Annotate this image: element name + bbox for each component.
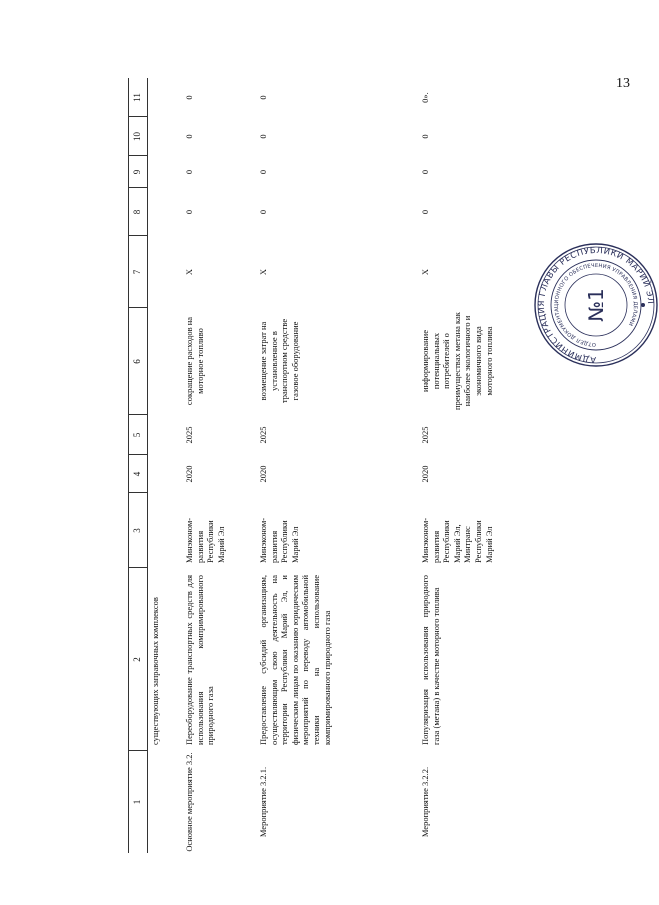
row-end-year: 2025	[420, 426, 430, 444]
row-col7: X	[420, 268, 430, 276]
row-start-year: 2020	[184, 465, 194, 483]
column-number-1: 1	[132, 799, 142, 805]
row-executor: Минэконом-развития Республики Марий Эл, Минтранс Республики Марий Эл	[420, 517, 494, 563]
row-description: Переоборудование транспортных средств для использования компримированного природного газа	[184, 575, 216, 745]
column-number-4: 4	[132, 471, 142, 477]
row-start-year: 2020	[420, 465, 430, 483]
row-col10: 0	[420, 134, 430, 139]
row-col11: 0	[184, 95, 194, 100]
row-executor: Минэконом-развития Республики Марий Эл	[258, 517, 300, 563]
page-number: 13	[616, 76, 630, 91]
column-number-2: 2	[132, 657, 142, 662]
official-seal	[533, 242, 659, 368]
row-col8: 0	[184, 209, 194, 215]
row-col7: X	[258, 268, 268, 276]
row-col9: 0	[420, 169, 430, 175]
column-number-5: 5	[132, 432, 142, 438]
column-number-9: 9	[132, 169, 142, 175]
column-number-3: 3	[132, 528, 142, 533]
continuation-text: существующих заправочных комплексов	[150, 597, 160, 745]
column-number-7: 7	[132, 269, 142, 275]
row-col8: 0	[258, 209, 268, 215]
svg-text:ОТДЕЛ ДОКУМЕНТАЦИОННОГО ОБЕСПЕ: ОТДЕЛ ДОКУМЕНТАЦИОННОГО ОБЕСПЕЧЕНИЯ УПРАВЛЕНИЯ ДЕЛАМИ	[553, 262, 639, 348]
row-end-year: 2025	[184, 426, 194, 444]
row-code: Мероприятие 3.2.1.	[258, 766, 268, 838]
row-col9: 0	[258, 169, 268, 175]
table-top-border	[128, 78, 129, 853]
row-start-year: 2020	[258, 465, 268, 483]
row-col10: 0	[258, 134, 268, 139]
header-row-border	[147, 78, 148, 853]
row-description: Предоставление субсидий организациям, осуществляющим свою деятельность на территории Республики Марий Эл, и физическим лицам по оказанию юридическим мероприятий по переводу автомобильной техники на использование компримированного природного газа	[258, 575, 332, 745]
row-code: Мероприятие 3.2.2.	[420, 766, 430, 838]
row-col8: 0	[420, 209, 430, 215]
column-number-10: 10	[132, 132, 142, 141]
rotated-table	[128, 78, 657, 853]
column-number-8: 8	[132, 209, 142, 215]
row-col9: 0	[184, 169, 194, 175]
row-result: сокращение расходов на моторное топливо	[184, 316, 205, 406]
row-end-year: 2025	[258, 426, 268, 444]
row-code: Основное мероприятие 3.2.	[184, 752, 194, 852]
row-executor: Минэконом-развития Республики Марий Эл	[184, 517, 226, 563]
row-col11: 0».	[420, 92, 430, 103]
row-col10: 0	[184, 134, 194, 139]
row-col7: X	[184, 268, 194, 276]
svg-text:АДМИНИСТРАЦИЯ ГЛАВЫ РЕСПУБЛИКИ: АДМИНИСТРАЦИЯ ГЛАВЫ РЕСПУБЛИКИ МАРИЙ ЭЛ	[535, 244, 657, 366]
row-col11: 0	[258, 95, 268, 100]
row-description: Популяризация использования природного газа (метана) в качестве моторного топлива	[420, 575, 441, 745]
column-number-6: 6	[132, 359, 142, 364]
svg-text:№1: №1	[584, 288, 608, 322]
column-number-11: 11	[132, 93, 142, 102]
row-result: информирование потенциальных потребителей о преимуществах метана как наиболее экологичного и экономичного вида моторного топлива	[420, 312, 494, 410]
row-result: возмещение затрат на установленное в транспортном средстве газовое оборудование	[258, 318, 300, 404]
